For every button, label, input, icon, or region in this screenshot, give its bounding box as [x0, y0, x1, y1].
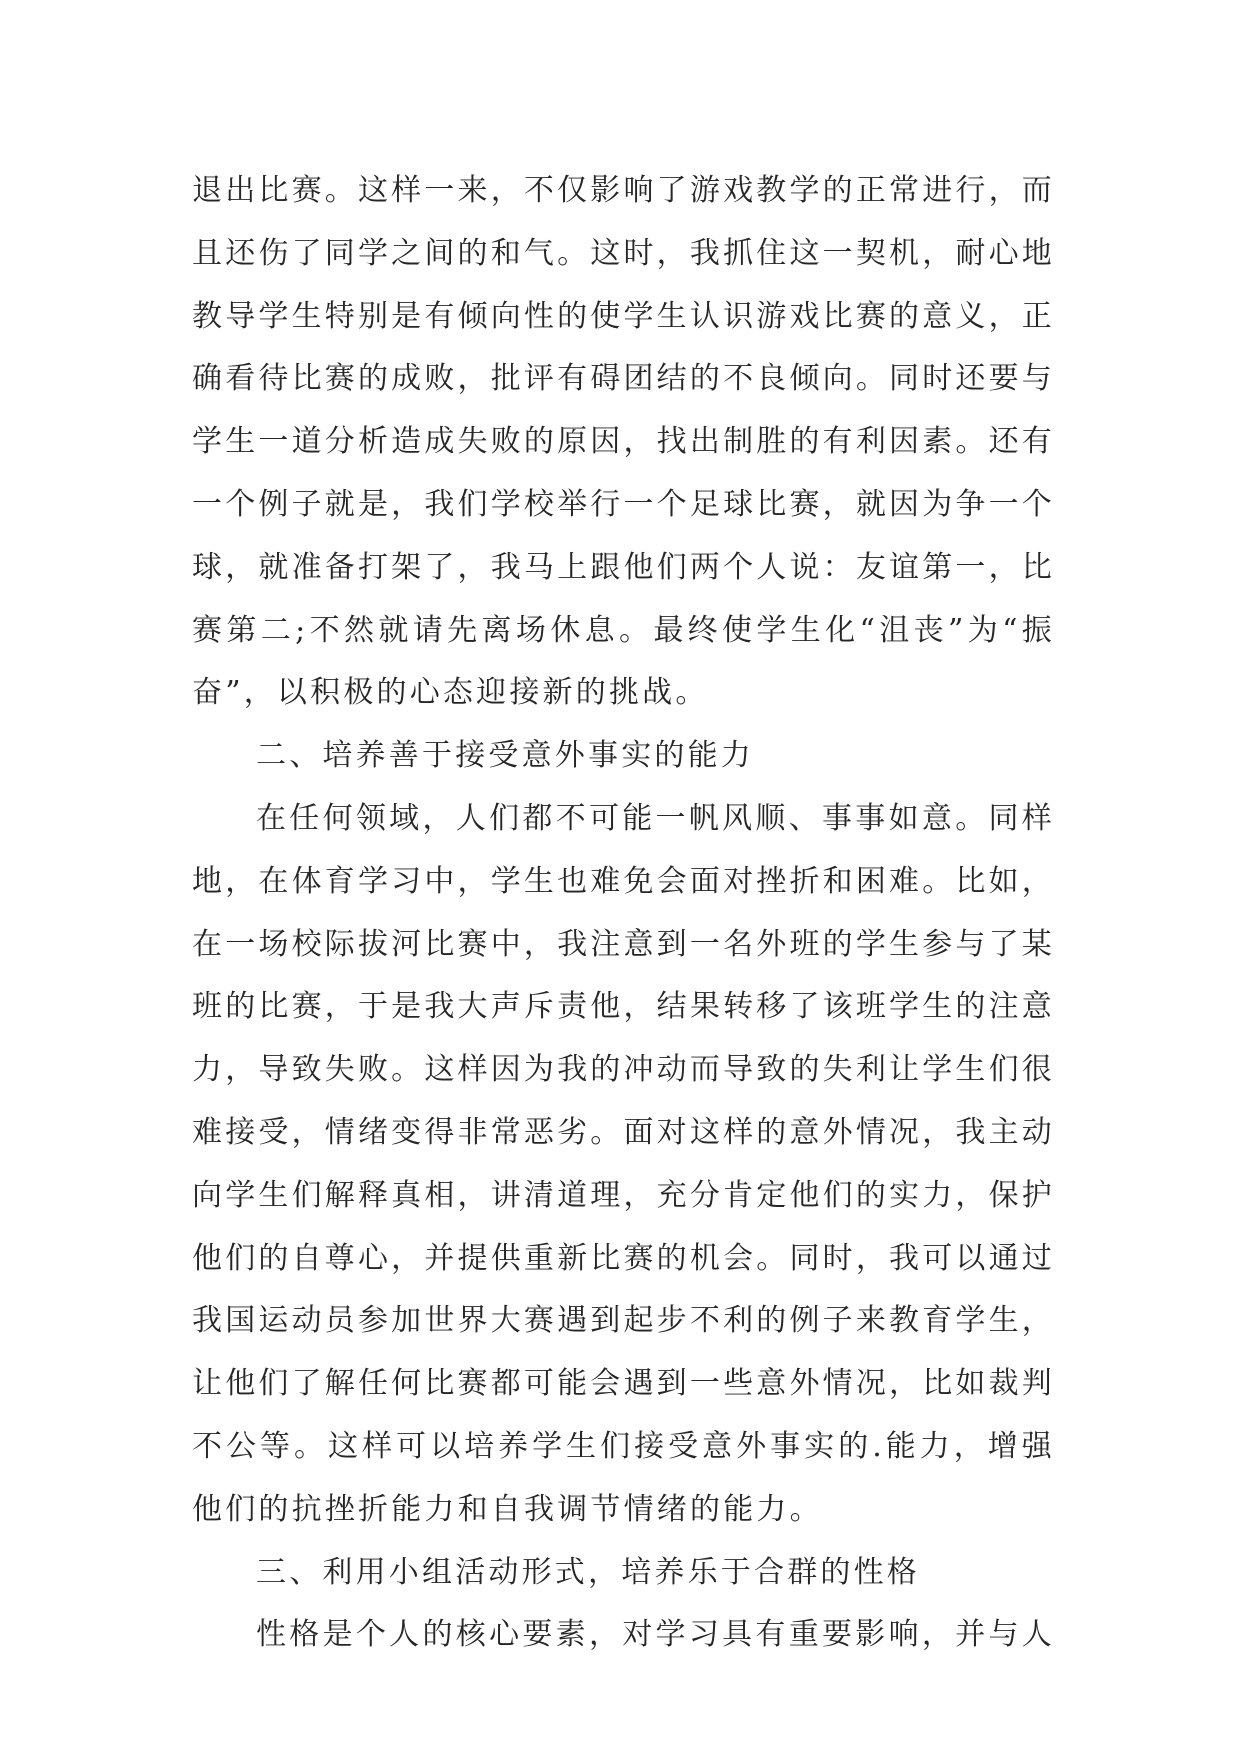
text-line: 一个例子就是，我们学校举行一个足球比赛，就因为争一个: [192, 486, 1052, 522]
text-line: 奋”，以积极的心态迎接新的挑战。: [192, 675, 709, 711]
document-body: [192, 160, 1052, 1667]
text-line: 他们的自尊心，并提供重新比赛的机会。同时，我可以通过: [192, 1240, 1052, 1276]
text-line: 他们的抗挫折能力和自我调节情绪的能力。: [192, 1491, 823, 1527]
text-line: 性格是个人的核心要素，对学习具有重要影响，并与人: [256, 1617, 1052, 1653]
text-line: 赛第二;不然就请先离场休息。最终使学生化“沮丧”为“振: [192, 612, 1052, 648]
text-line: 地，在体育学习中，学生也难免会面对挫折和困难。比如，: [192, 863, 1052, 899]
text-line: 力，导致失败。这样因为我的冲动而导致的失利让学生们很: [192, 1052, 1052, 1088]
text-line: 我国运动员参加世界大赛遇到起步不利的例子来教育学生，: [192, 1303, 1052, 1339]
section-heading: 三、利用小组活动形式，培养乐于合群的性格: [256, 1554, 920, 1590]
text-line: 班的比赛，于是我大声斥责他，结果转移了该班学生的注意: [192, 989, 1052, 1025]
text-line: 教导学生特别是有倾向性的使学生认识游戏比赛的意义，正: [192, 298, 1052, 334]
text-line: 不公等。这样可以培养学生们接受意外事实的.能力，增强: [192, 1428, 1052, 1464]
text-line: 且还伤了同学之间的和气。这时，我抓住这一契机，耐心地: [192, 235, 1052, 271]
text-line: 让他们了解任何比赛都可能会遇到一些意外情况，比如裁判: [192, 1366, 1052, 1402]
text-line: 确看待比赛的成败，批评有碍团结的不良倾向。同时还要与: [192, 361, 1052, 397]
text-line: 学生一道分析造成失败的原因，找出制胜的有利因素。还有: [192, 424, 1052, 460]
text-line: 球，就准备打架了，我马上跟他们两个人说：友谊第一，比: [192, 549, 1052, 585]
text-line: 在一场校际拔河比赛中，我注意到一名外班的学生参与了某: [192, 926, 1052, 962]
text-line: 难接受，情绪变得非常恶劣。面对这样的意外情况，我主动: [192, 1114, 1052, 1150]
text-line: 向学生们解释真相，讲清道理，充分肯定他们的实力，保护: [192, 1177, 1052, 1213]
text-line: 在任何领域，人们都不可能一帆风顺、事事如意。同样: [256, 800, 1052, 836]
section-heading: 二、培养善于接受意外事实的能力: [256, 738, 754, 774]
text-line: 退出比赛。这样一来，不仅影响了游戏教学的正常进行，而: [192, 173, 1052, 208]
